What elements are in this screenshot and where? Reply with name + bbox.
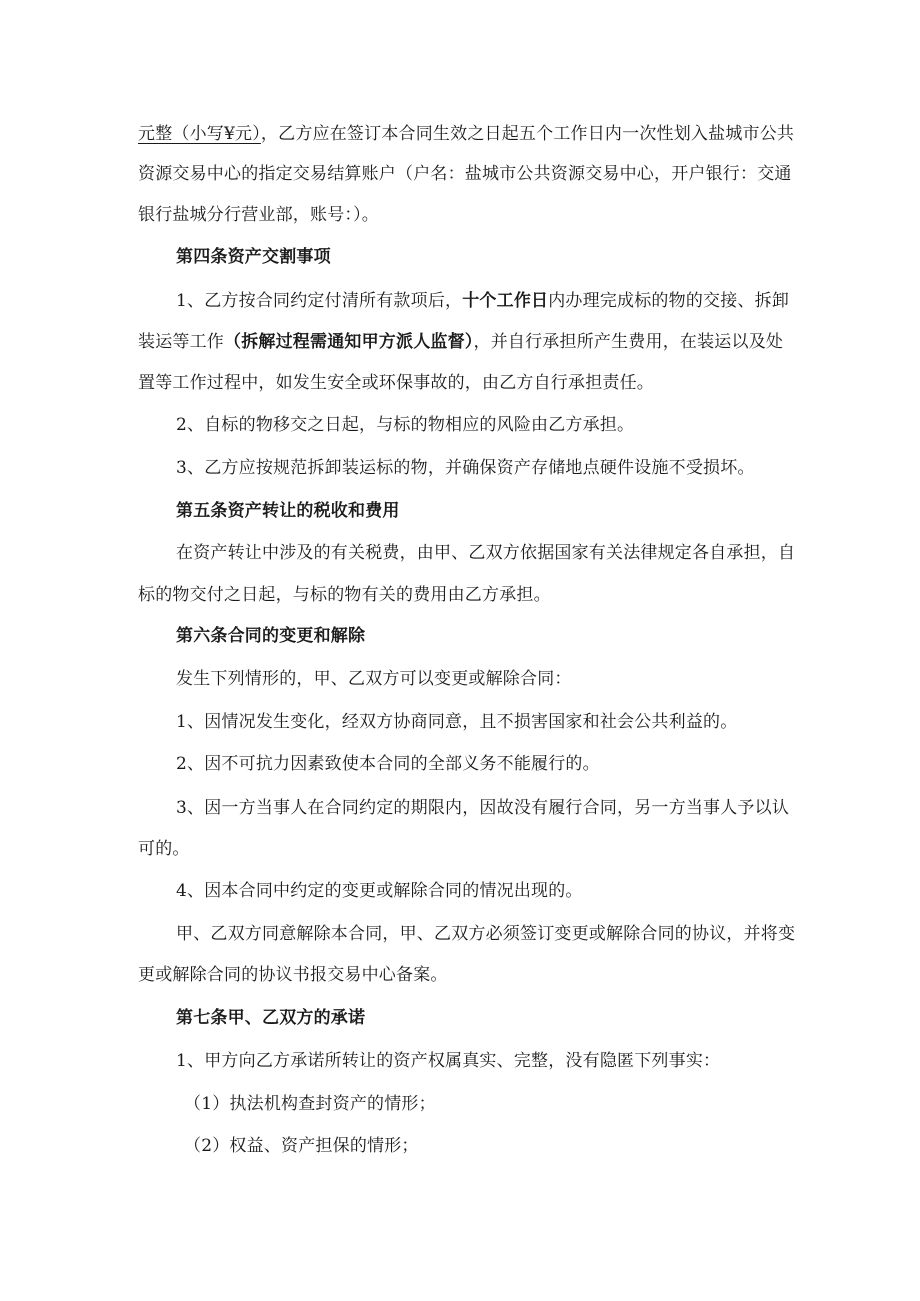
payment-clause-text: ，乙方应在签订本合同生效之日起五个工作日内一次性划入盐城市公共 [260, 124, 795, 144]
article-7-item-1: 1、甲方向乙方承诺所转让的资产权属真实、完整，没有隐匿下列事实： [176, 1051, 721, 1071]
supervision-emphasis: （拆解过程需通知甲方派人监督） [224, 332, 474, 352]
article-4-item-2: 2、自标的物移交之日起，与标的物相应的风险由乙方承担。 [176, 415, 635, 435]
article-4-item-3: 3、乙方应按规范拆卸装运标的物，并确保资产存储地点硬件设施不受损坏。 [176, 458, 755, 478]
article-6-item-4: 4、因本合同中约定的变更或解除合同的情况出现的。 [176, 881, 583, 901]
article-4-item-1-line-2: 装运等工作（拆解过程需通知甲方派人监督），并自行承担所产生费用，在装运以及处 [138, 332, 784, 352]
article-6-item-1: 1、因情况发生变化，经双方协商同意，且不损害国家和社会公共利益的。 [176, 712, 738, 732]
article-7-heading: 第七条甲、乙双方的承诺 [176, 1008, 366, 1028]
article-7-sub-item-1: （1）执法机构查封资产的情形； [184, 1094, 436, 1114]
payment-clause-line-1 [0, 123, 920, 145]
article-4-item-1-line-1: 1、乙方按合同约定付清所有款项后，十个工作日内办理完成标的物的交接、拆卸 [176, 291, 790, 311]
article-5-para-line-1: 在资产转让中涉及的有关税费，由甲、乙双方依据国家有关法律规定各自承担，自 [176, 543, 796, 563]
article-6-heading: 第六条合同的变更和解除 [176, 626, 366, 646]
payment-clause-line-2: 资源交易中心的指定交易结算账户（户名：盐城市公共资源交易中心，开户银行：交通 [138, 164, 792, 184]
article-7-sub-item-2: （2）权益、资产担保的情形； [184, 1136, 419, 1156]
amount-blank-underlined: 元整（小写¥元） [138, 124, 261, 144]
article-4-item-1-line-3: 置等工作过程中，如发生安全或环保事故的，由乙方自行承担责任。 [138, 373, 654, 393]
article-6-closing-line-1: 甲、乙双方同意解除本合同，甲、乙双方必须签订变更或解除合同的协议，并将变 [176, 924, 796, 944]
article-6-item-3-line-1: 3、因一方当事人在合同约定的期限内，因故没有履行合同，另一方当事人予以认 [176, 798, 790, 818]
article-5-para-line-2: 标的物交付之日起，与标的物有关的费用由乙方承担。 [138, 585, 551, 605]
article-6-item-3-line-2: 可的。 [138, 839, 190, 859]
payment-clause-line-3: 银行盐城分行营业部，账号：）。 [138, 205, 379, 225]
article-6-item-2: 2、因不可抗力因素致使本合同的全部义务不能履行的。 [176, 754, 600, 774]
deadline-emphasis: 十个工作日 [462, 291, 549, 311]
article-4-heading: 第四条资产交割事项 [176, 247, 331, 267]
article-6-closing-line-2: 更或解除合同的协议书报交易中心备案。 [138, 965, 448, 985]
article-5-heading: 第五条资产转让的税收和费用 [176, 501, 400, 521]
article-6-intro: 发生下列情形的，甲、乙双方可以变更或解除合同： [176, 669, 572, 689]
